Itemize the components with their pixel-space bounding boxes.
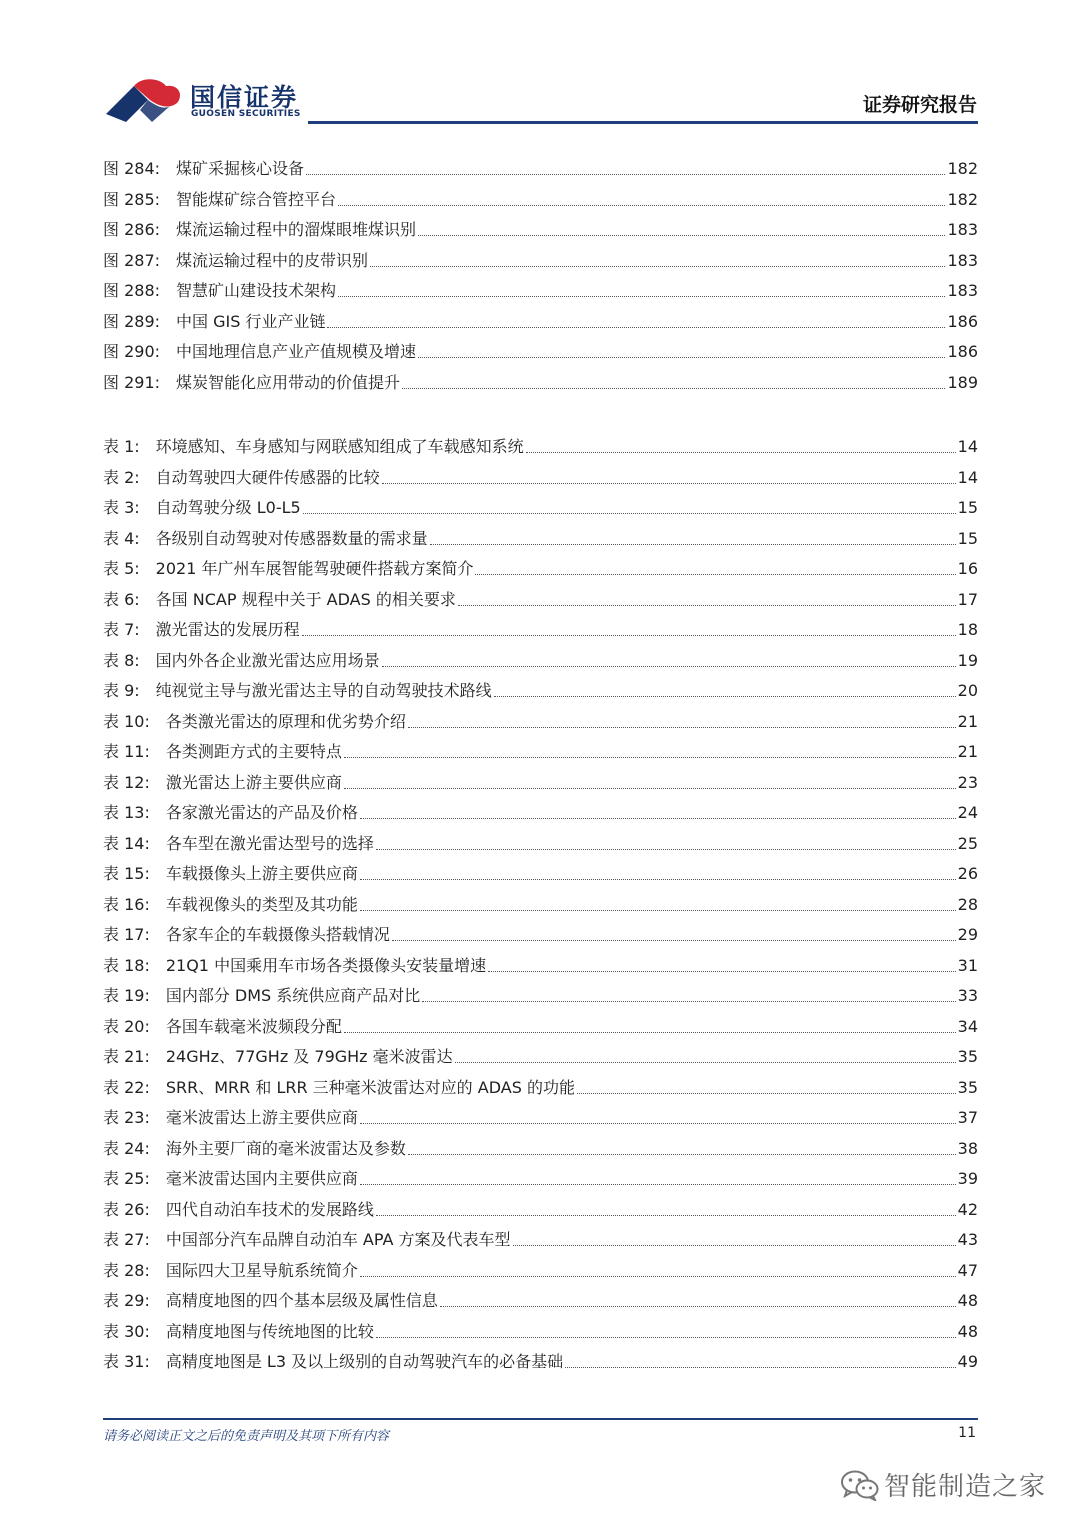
toc-entry-number: 图 289: <box>103 311 161 331</box>
toc-leader-dots <box>475 572 955 575</box>
toc-leader-dots <box>418 233 945 236</box>
toc-entry[interactable] <box>103 1313 978 1343</box>
toc-entry-number: 表 1: <box>103 437 140 456</box>
wechat-icon <box>840 1469 880 1501</box>
toc-entry-page: 43 <box>957 1230 978 1249</box>
toc-entry-page: 25 <box>957 833 978 853</box>
brand-name-cn: 国信证券 <box>190 83 299 112</box>
toc-entry[interactable] <box>103 703 978 733</box>
toc-entry-title: 纯视觉主导与激光雷达主导的自动驾驶技术路线 <box>155 681 492 700</box>
toc-entry-title: 中国 GIS 行业产业链 <box>176 311 326 331</box>
page-number: 11 <box>958 1425 976 1441</box>
toc-entry-page: 189 <box>947 372 978 392</box>
toc-entry-number: 表 11: <box>103 742 150 761</box>
toc-entry[interactable] <box>103 672 978 702</box>
toc-entry[interactable] <box>103 1008 978 1038</box>
toc-leader-dots <box>303 511 956 514</box>
toc-entry-number: 图 285: <box>103 189 161 209</box>
toc-entry-page: 33 <box>957 986 978 1005</box>
toc-entry[interactable] <box>103 459 978 489</box>
toc-leader-dots <box>408 725 956 728</box>
toc-leader-dots <box>440 1304 956 1307</box>
toc-entry[interactable] <box>103 1069 978 1099</box>
toc-entry-title: 各国 NCAP 规程中关于 ADAS 的相关要求 <box>155 589 456 609</box>
toc-leader-dots <box>494 694 956 697</box>
toc-entry-title: 煤炭智能化应用带动的价值提升 <box>176 372 401 392</box>
toc-entry-number: 表 30: <box>103 1321 150 1341</box>
watermark-text: 智能制造之家 <box>883 1472 1046 1502</box>
toc-entry-title: 海外主要厂商的毫米波雷达及参数 <box>165 1138 406 1158</box>
toc-entry-number: 图 286: <box>103 220 161 239</box>
toc-entry-page: 21 <box>957 711 978 731</box>
toc-entry-title: 毫米波雷达国内主要供应商 <box>165 1169 358 1188</box>
toc-entry-page: 34 <box>957 1016 978 1036</box>
toc-entry-page: 23 <box>957 772 978 792</box>
toc-entry[interactable] <box>103 764 978 794</box>
toc-entry-number: 表 21: <box>103 1047 150 1066</box>
toc-leader-dots <box>360 877 956 880</box>
toc-leader-dots <box>418 355 945 358</box>
toc-entry-page: 15 <box>957 528 978 548</box>
toc-leader-dots <box>577 1091 956 1094</box>
toc-entry-title: 各类测距方式的主要特点 <box>165 742 342 761</box>
toc-entry-number: 表 23: <box>103 1108 150 1127</box>
toc-entry[interactable] <box>103 1252 978 1282</box>
toc-entry-title: 各级别自动驾驶对传感器数量的需求量 <box>155 528 428 548</box>
toc-entry-title: 激光雷达上游主要供应商 <box>165 772 342 792</box>
toc-leader-dots <box>408 1152 956 1155</box>
toc-entry-number: 表 10: <box>103 711 150 731</box>
toc-entry-page: 182 <box>947 159 978 178</box>
toc-leader-dots <box>402 386 945 389</box>
toc-leader-dots <box>526 450 956 453</box>
toc-entry[interactable] <box>103 947 978 977</box>
toc-leader-dots <box>360 908 956 911</box>
page-header <box>0 0 1080 130</box>
toc-entry-title: 环境感知、车身感知与网联感知组成了车载感知系统 <box>155 437 524 456</box>
toc-entry-page: 28 <box>957 894 978 914</box>
toc-entry-title: 智慧矿山建设技术架构 <box>176 281 337 300</box>
toc-entry[interactable] <box>103 916 978 946</box>
toc-entry-number: 表 20: <box>103 1016 150 1036</box>
toc-leader-dots <box>360 1182 956 1185</box>
toc-entry-title: 智能煤矿综合管控平台 <box>176 189 337 209</box>
toc-entry-number: 图 284: <box>103 159 161 178</box>
toc-leader-dots <box>302 633 956 636</box>
toc-entry-page: 183 <box>947 250 978 270</box>
toc-entry-number: 图 288: <box>103 281 161 300</box>
toc-entry[interactable] <box>103 364 978 394</box>
toc-entry-number: 图 290: <box>103 342 161 361</box>
toc-entry-number: 表 31: <box>103 1352 150 1371</box>
toc-entry-number: 表 17: <box>103 925 150 944</box>
toc-entry-number: 表 22: <box>103 1077 150 1097</box>
toc-entry[interactable] <box>103 855 978 885</box>
toc-entry[interactable] <box>103 181 978 211</box>
toc-leader-dots <box>455 1060 956 1063</box>
toc-leader-dots <box>376 847 956 850</box>
toc-leader-dots <box>382 481 956 484</box>
toc-entry-page: 38 <box>957 1138 978 1158</box>
toc-entry-title: 各国车载毫米波频段分配 <box>165 1016 342 1036</box>
toc-entry-title: 中国部分汽车品牌自动泊车 APA 方案及代表车型 <box>165 1230 511 1249</box>
toc-entry[interactable] <box>103 303 978 333</box>
toc-entry[interactable] <box>103 1160 978 1190</box>
toc-entry[interactable] <box>103 1099 978 1129</box>
toc-leader-dots <box>306 172 945 175</box>
toc-entry[interactable] <box>103 1221 978 1251</box>
toc-entry-number: 表 25: <box>103 1169 150 1188</box>
toc-entry-page: 37 <box>957 1108 978 1127</box>
toc-entry-title: 四代自动泊车技术的发展路线 <box>165 1199 374 1219</box>
toc-entry-title: 中国地理信息产业产值规模及增速 <box>176 342 417 361</box>
toc-entry-number: 表 26: <box>103 1199 150 1219</box>
toc-entry-number: 表 5: <box>103 559 140 578</box>
toc-entry-number: 表 2: <box>103 467 140 487</box>
toc-entry-title: 激光雷达的发展历程 <box>155 620 300 639</box>
toc-leader-dots <box>458 603 956 606</box>
toc-entry[interactable] <box>103 581 978 611</box>
toc-leader-dots <box>338 294 945 297</box>
toc-leader-dots <box>430 542 956 545</box>
toc-entry-title: 各类激光雷达的原理和优劣势介绍 <box>165 711 406 731</box>
toc-entry-page: 26 <box>957 864 978 883</box>
toc-entry-title: 自动驾驶分级 L0-L5 <box>155 498 301 517</box>
toc-entry[interactable] <box>103 520 978 550</box>
toc-entry[interactable] <box>103 886 978 916</box>
toc-leader-dots <box>513 1243 956 1246</box>
report-type-label: 证券研究报告 <box>862 94 977 116</box>
toc-entry-page: 17 <box>957 589 978 609</box>
toc-entry-page: 16 <box>957 559 978 578</box>
toc-leader-dots <box>360 816 956 819</box>
toc-entry-number: 表 9: <box>103 681 140 700</box>
toc-entry[interactable] <box>103 977 978 1007</box>
toc-entry-title: 煤流运输过程中的溜煤眼堆煤识别 <box>176 220 417 239</box>
footer-divider <box>103 1418 978 1420</box>
toc-entry-number: 表 29: <box>103 1291 150 1310</box>
toc-entry-number: 表 3: <box>103 498 140 517</box>
toc-entry-page: 42 <box>957 1199 978 1219</box>
toc-entry[interactable] <box>103 489 978 519</box>
toc-entry-title: 2021 年广州车展智能驾驶硬件搭载方案简介 <box>155 559 474 578</box>
toc-leader-dots <box>422 999 955 1002</box>
toc-entry-number: 表 6: <box>103 589 140 609</box>
toc-entry-number: 表 28: <box>103 1260 150 1280</box>
toc-entry-number: 表 13: <box>103 803 150 822</box>
toc-entry-page: 21 <box>957 742 978 761</box>
toc-entry-number: 表 4: <box>103 528 140 548</box>
toc-entry-page: 39 <box>957 1169 978 1188</box>
toc-entry-page: 20 <box>957 681 978 700</box>
toc-entry-title: 国内部分 DMS 系统供应商产品对比 <box>165 986 421 1005</box>
toc-entry[interactable] <box>103 642 978 672</box>
toc-entry[interactable] <box>103 242 978 272</box>
toc-entry-title: 煤矿采掘核心设备 <box>176 159 305 178</box>
brand-name-en: GUOSEN SECURITIES <box>191 109 301 119</box>
toc-entry-page: 182 <box>947 189 978 209</box>
toc-entry[interactable] <box>103 211 978 241</box>
toc-entry-title: 国际四大卫星导航系统简介 <box>165 1260 358 1280</box>
toc-entry[interactable] <box>103 1038 978 1068</box>
toc-leader-dots <box>360 1274 956 1277</box>
toc-entry-page: 29 <box>957 925 978 944</box>
toc-entry-title: 24GHz、77GHz 及 79GHz 毫米波雷达 <box>165 1047 453 1066</box>
toc-leader-dots <box>344 786 956 789</box>
toc-entry-page: 186 <box>947 342 978 361</box>
toc-entry-page: 49 <box>957 1352 978 1371</box>
toc-entry-page: 35 <box>957 1077 978 1097</box>
toc-entry-number: 表 7: <box>103 620 140 639</box>
toc-entry-page: 14 <box>957 437 978 456</box>
toc-entry-page: 47 <box>957 1260 978 1280</box>
toc-leader-dots <box>360 1121 956 1124</box>
toc-entry[interactable] <box>103 333 978 363</box>
toc-leader-dots <box>376 1335 956 1338</box>
toc-entry-page: 35 <box>957 1047 978 1066</box>
toc-entry-title: 车载摄像头上游主要供应商 <box>165 864 358 883</box>
toc-entry-title: 21Q1 中国乘用车市场各类摄像头安装量增速 <box>165 955 487 975</box>
toc-entry-number: 图 287: <box>103 250 161 270</box>
toc-entry[interactable] <box>103 794 978 824</box>
toc-entry-number: 表 12: <box>103 772 150 792</box>
toc-entry-title: 高精度地图是 L3 及以上级别的自动驾驶汽车的必备基础 <box>165 1352 564 1371</box>
toc-entry-title: 自动驾驶四大硬件传感器的比较 <box>155 467 380 487</box>
toc-entry[interactable] <box>103 1130 978 1160</box>
toc-entry-page: 14 <box>957 467 978 487</box>
toc-entry-page: 24 <box>957 803 978 822</box>
toc-leader-dots <box>338 203 945 206</box>
toc-leader-dots <box>344 755 956 758</box>
toc-entry-number: 表 19: <box>103 986 150 1005</box>
toc-entry-page: 15 <box>957 498 978 517</box>
toc-entry-title: 各车型在激光雷达型号的选择 <box>165 833 374 853</box>
toc-entry[interactable] <box>103 428 978 458</box>
toc-entry[interactable] <box>103 550 978 580</box>
toc-entry-page: 186 <box>947 311 978 331</box>
toc-leader-dots <box>376 1213 956 1216</box>
toc-entry-title: SRR、MRR 和 LRR 三种毫米波雷达对应的 ADAS 的功能 <box>165 1077 575 1097</box>
toc-leader-dots <box>344 1030 956 1033</box>
toc-entry[interactable] <box>103 1282 978 1312</box>
toc-leader-dots <box>370 264 945 267</box>
toc-entry-page: 48 <box>957 1291 978 1310</box>
toc-entry[interactable] <box>103 733 978 763</box>
toc-leader-dots <box>392 938 956 941</box>
toc-entry-title: 高精度地图与传统地图的比较 <box>165 1321 374 1341</box>
toc-entry[interactable] <box>103 272 978 302</box>
toc-entry-page: 31 <box>957 955 978 975</box>
header-divider <box>308 121 978 124</box>
footer-disclaimer: 请务必阅读正文之后的免责声明及其项下所有内容 <box>103 1429 390 1444</box>
toc-entry-page: 48 <box>957 1321 978 1341</box>
toc-entry-title: 各家车企的车载摄像头搭载情况 <box>165 925 390 944</box>
toc-entry-number: 表 8: <box>103 650 140 670</box>
toc-leader-dots <box>382 664 956 667</box>
toc-entry[interactable] <box>103 150 978 180</box>
toc-entry[interactable] <box>103 825 978 855</box>
toc-entry-page: 183 <box>947 220 978 239</box>
watermark <box>840 1466 1046 1503</box>
toc-entry-page: 183 <box>947 281 978 300</box>
guosen-logo-icon <box>104 76 184 124</box>
toc-entry-number: 表 24: <box>103 1138 150 1158</box>
toc-entry-page: 18 <box>957 620 978 639</box>
toc-entry-title: 高精度地图的四个基本层级及属性信息 <box>165 1291 438 1310</box>
toc-entry-title: 各家激光雷达的产品及价格 <box>165 803 358 822</box>
toc-entry-number: 表 14: <box>103 833 150 853</box>
toc-entry-title: 国内外各企业激光雷达应用场景 <box>155 650 380 670</box>
toc-entry-number: 表 16: <box>103 894 150 914</box>
toc-entry-number: 图 291: <box>103 372 161 392</box>
toc-entry-page: 19 <box>957 650 978 670</box>
toc-entry-title: 毫米波雷达上游主要供应商 <box>165 1108 358 1127</box>
toc-entry-title: 车载视像头的类型及其功能 <box>165 894 358 914</box>
toc-leader-dots <box>488 969 956 972</box>
toc-leader-dots <box>565 1365 956 1368</box>
toc-entry-number: 表 15: <box>103 864 150 883</box>
toc-entry[interactable] <box>103 611 978 641</box>
toc-entry-number: 表 27: <box>103 1230 150 1249</box>
toc-entry-title: 煤流运输过程中的皮带识别 <box>176 250 369 270</box>
toc-entry[interactable] <box>103 1343 978 1373</box>
toc-entry[interactable] <box>103 1191 978 1221</box>
toc-leader-dots <box>327 325 945 328</box>
toc-entry-number: 表 18: <box>103 955 150 975</box>
